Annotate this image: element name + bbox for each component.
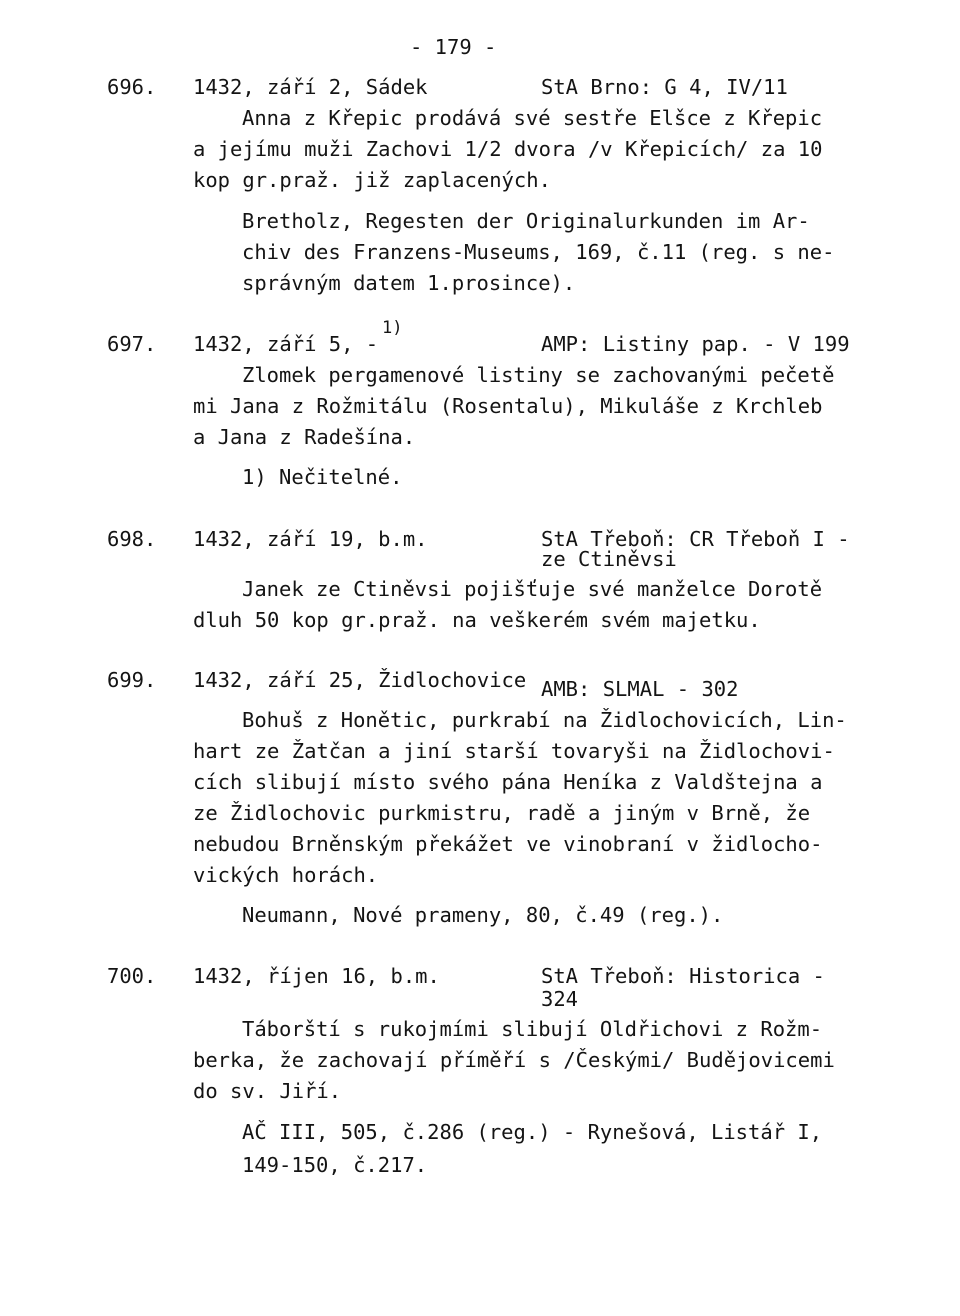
entry-literature-line: 149-150, č.217.: [242, 1153, 428, 1177]
entry-text-line: a jejímu muži Zachovi 1/2 dvora /v Křepicích/ za 10: [193, 137, 823, 161]
entry-literature-line: správným datem 1.prosince).: [242, 271, 576, 295]
entry-archive-line: 324: [541, 987, 579, 1011]
entry-text-line: hart ze Žatčan a jiní starší tovaryši na Židlochovi-: [193, 739, 835, 763]
page-number: - 179 -: [410, 35, 497, 59]
entry-text-line: mi Jana z Rožmitálu (Rosentalu), Mikuláše z Krchleb: [193, 394, 823, 418]
entry-date-place: 1432, září 5, -: [193, 332, 379, 356]
entry-archive: AMB: SLMAL - 302: [541, 677, 739, 701]
entry-footnote: 1) Nečitelné.: [242, 465, 403, 489]
entry-text-line: Bohuš z Honětic, purkrabí na Židlochovicích, Lin-: [242, 708, 847, 732]
entry-text-line: do sv. Jiří.: [193, 1079, 342, 1103]
entry-text-line: Zlomek pergamenové listiny se zachovanými pečetě: [242, 363, 835, 387]
entry-literature-line: chiv des Franzens-Museums, 169, č.11 (reg. s ne-: [242, 240, 835, 264]
entry-date-place: 1432, září 2, Sádek: [193, 75, 428, 99]
entry-text-line: ze Židlochovic purkmistru, radě a jiným v Brně, že: [193, 801, 811, 825]
entry-text-line: cích slibují místo svého pána Heníka z Valdštejna a: [193, 770, 823, 794]
entry-number: 697.: [107, 332, 157, 356]
entry-text-line: berka, že zachovají příměří s /Českými/ Budějovicemi: [193, 1048, 835, 1072]
entry-archive-line: StA Třeboň: Historica -: [541, 964, 825, 988]
entry-text-line: dluh 50 kop gr.praž. na veškerém svém majetku.: [193, 608, 761, 632]
entry-literature-line: Bretholz, Regesten der Originalurkunden im Ar-: [242, 209, 810, 233]
entry-archive-line: StA Třeboň: CR Třeboň I -: [541, 527, 850, 551]
entry-number: 699.: [107, 668, 157, 692]
footnote-mark: 1): [382, 318, 403, 338]
entry-date-place: 1432, září 25, Židlochovice: [193, 668, 527, 692]
entry-text-line: Táborští s rukojmími slibují Oldřichovi z Rožm-: [242, 1017, 823, 1041]
entry-text-line: a Jana z Radešína.: [193, 425, 416, 449]
entry-text-line: vických horách.: [193, 863, 379, 887]
entry-date-place: 1432, říjen 16, b.m.: [193, 964, 440, 988]
entry-text-line: Anna z Křepic prodává své sestře Elšce z Křepic: [242, 106, 823, 130]
entry-literature-line: AČ III, 505, č.286 (reg.) - Rynešová, Listář I,: [242, 1120, 823, 1144]
entry-archive: AMP: Listiny pap. - V 199: [541, 332, 850, 356]
entry-text-line: kop gr.praž. již zaplacených.: [193, 168, 551, 192]
entry-text-line: Janek ze Ctiněvsi pojišťuje své manželce Dorotě: [242, 577, 823, 601]
entry-text-line: nebudou Brněnským překážet ve vinobraní v židlocho-: [193, 832, 823, 856]
entry-number: 700.: [107, 964, 157, 988]
entry-number: 696.: [107, 75, 157, 99]
entry-date-place: 1432, září 19, b.m.: [193, 527, 428, 551]
entry-literature-line: Neumann, Nové prameny, 80, č.49 (reg.).: [242, 903, 724, 927]
entry-archive: StA Brno: G 4, IV/11: [541, 75, 788, 99]
entry-archive-line: ze Ctiněvsi: [541, 547, 677, 571]
entry-number: 698.: [107, 527, 157, 551]
